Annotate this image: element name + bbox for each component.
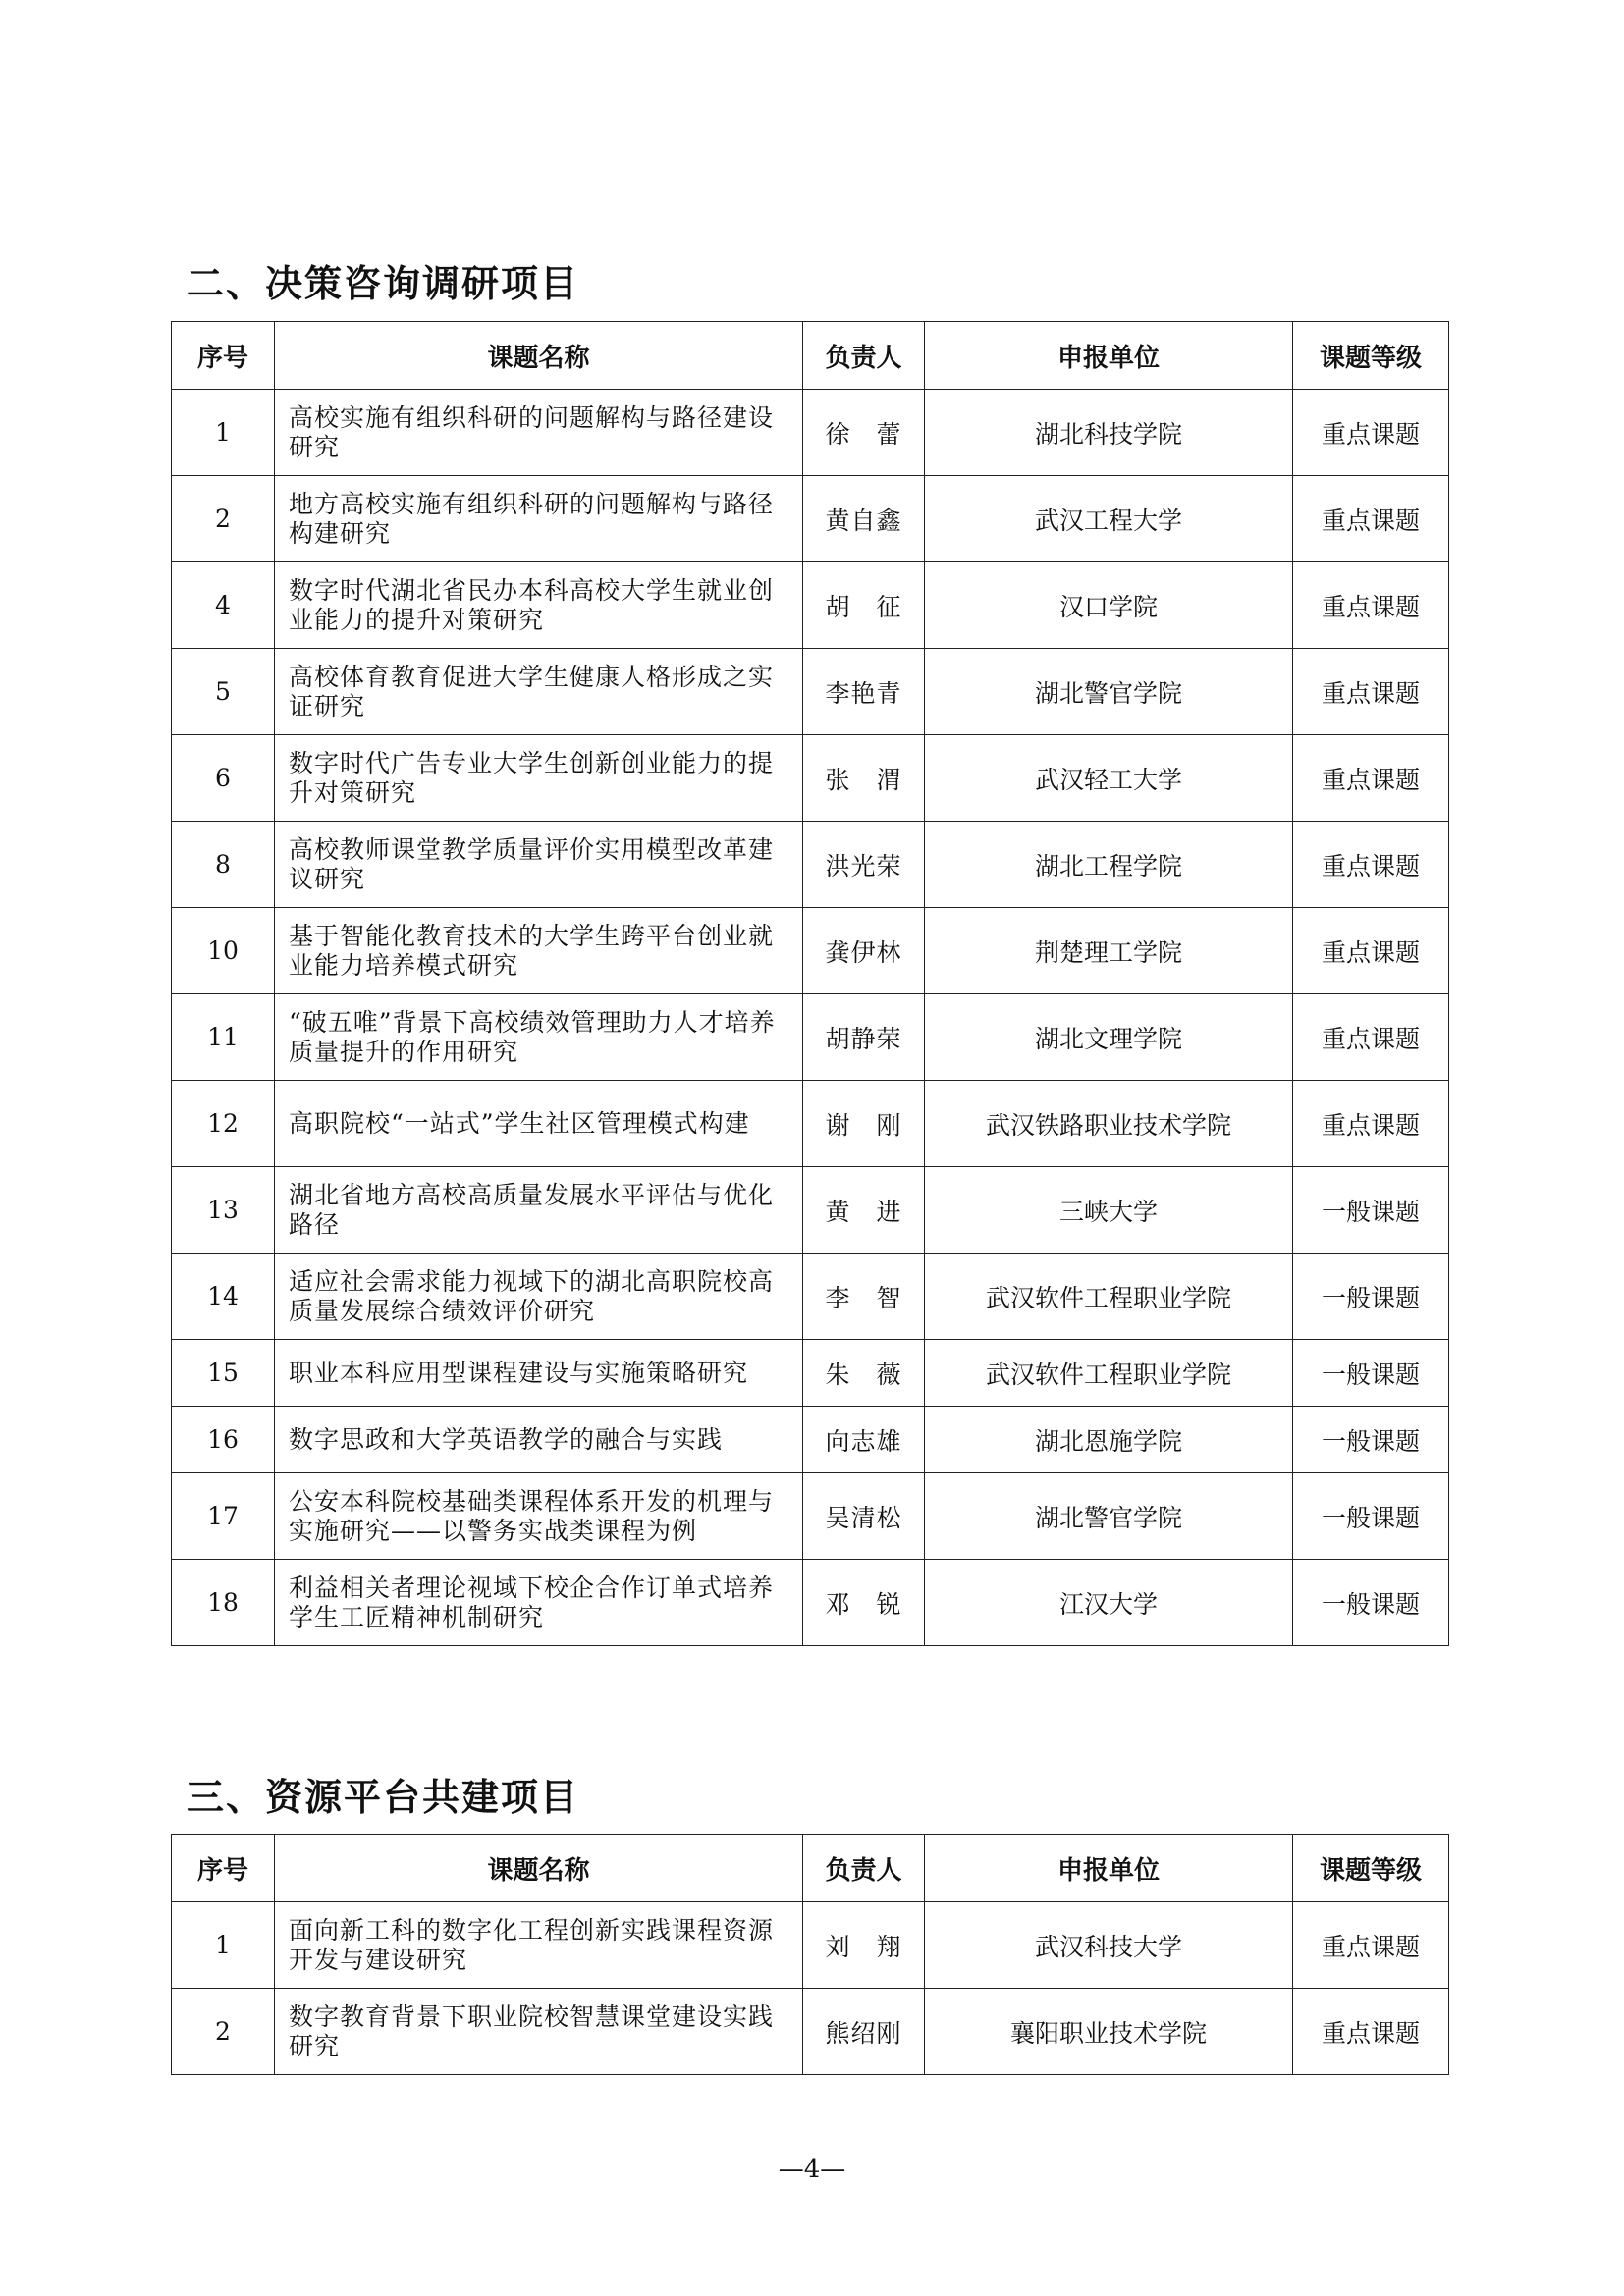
- page-number: —4—: [778, 2155, 846, 2184]
- row-leader: 胡静荣: [803, 994, 925, 1081]
- row-unit: 江汉大学: [925, 1560, 1293, 1646]
- row-leader: 谢 刚: [803, 1081, 925, 1167]
- row-leader: 徐 蕾: [803, 390, 925, 476]
- row-number: 8: [172, 822, 275, 908]
- row-topic-title: 公安本科院校基础类课程体系开发的机理与实施研究——以警务实战类课程为例: [275, 1473, 803, 1560]
- row-number: 2: [172, 476, 275, 562]
- row-topic-title: 数字时代广告专业大学生创新创业能力的提升对策研究: [275, 735, 803, 822]
- table-row: [172, 735, 1449, 822]
- table-row: [172, 1560, 1449, 1646]
- row-topic-title: 基于智能化教育技术的大学生跨平台创业就业能力培养模式研究: [275, 908, 803, 994]
- row-leader: 向志雄: [803, 1407, 925, 1473]
- row-leader: 洪光荣: [803, 822, 925, 908]
- table-row: [172, 1081, 1449, 1167]
- row-topic-title: 高校教师课堂教学质量评价实用模型改革建议研究: [275, 822, 803, 908]
- row-unit: 湖北警官学院: [925, 649, 1293, 735]
- table-row: [172, 994, 1449, 1081]
- header-leader: 负责人: [803, 322, 925, 390]
- resource-platform-table: [171, 1834, 1449, 2075]
- row-number: 5: [172, 649, 275, 735]
- row-level: 一般课题: [1293, 1560, 1449, 1646]
- row-leader: 黄自鑫: [803, 476, 925, 562]
- row-level: 重点课题: [1293, 1902, 1449, 1989]
- table-row: [172, 1989, 1449, 2075]
- row-number: 2: [172, 1989, 275, 2075]
- table-row: [172, 1167, 1449, 1254]
- row-leader: 黄 进: [803, 1167, 925, 1254]
- row-leader: 吴清松: [803, 1473, 925, 1560]
- row-number: 1: [172, 1902, 275, 1989]
- row-unit: 武汉软件工程职业学院: [925, 1340, 1293, 1407]
- table-row: [172, 476, 1449, 562]
- section-title-decision-consulting: 二、决策咨询调研项目: [187, 262, 580, 305]
- row-number: 6: [172, 735, 275, 822]
- row-number: 18: [172, 1560, 275, 1646]
- row-level: 一般课题: [1293, 1407, 1449, 1473]
- row-topic-title: 数字思政和大学英语教学的融合与实践: [275, 1407, 803, 1473]
- row-level: 一般课题: [1293, 1254, 1449, 1340]
- row-number: 17: [172, 1473, 275, 1560]
- row-leader: 龚伊林: [803, 908, 925, 994]
- table-row: [172, 562, 1449, 649]
- header-unit: 申报单位: [925, 322, 1293, 390]
- row-unit: 汉口学院: [925, 562, 1293, 649]
- decision-consulting-rows: [172, 390, 1449, 1646]
- row-leader: 朱 薇: [803, 1340, 925, 1407]
- row-number: 11: [172, 994, 275, 1081]
- header-unit: 申报单位: [925, 1835, 1293, 1902]
- row-unit: 襄阳职业技术学院: [925, 1989, 1293, 2075]
- row-unit: 武汉工程大学: [925, 476, 1293, 562]
- table-row: [172, 1254, 1449, 1340]
- row-level: 重点课题: [1293, 562, 1449, 649]
- row-level: 重点课题: [1293, 735, 1449, 822]
- row-topic-title: 高校实施有组织科研的问题解构与路径建设研究: [275, 390, 803, 476]
- header-level: 课题等级: [1293, 1835, 1449, 1902]
- row-number: 14: [172, 1254, 275, 1340]
- row-level: 重点课题: [1293, 908, 1449, 994]
- row-level: 重点课题: [1293, 822, 1449, 908]
- row-level: 重点课题: [1293, 1989, 1449, 2075]
- row-level: 一般课题: [1293, 1473, 1449, 1560]
- row-unit: 湖北警官学院: [925, 1473, 1293, 1560]
- row-unit: 荆楚理工学院: [925, 908, 1293, 994]
- table-row: [172, 1902, 1449, 1989]
- row-level: 重点课题: [1293, 476, 1449, 562]
- table-header-row: [172, 322, 1449, 390]
- row-unit: 湖北科技学院: [925, 390, 1293, 476]
- row-level: 重点课题: [1293, 1081, 1449, 1167]
- resource-platform-rows: [172, 1902, 1449, 2075]
- table-row: [172, 908, 1449, 994]
- row-leader: 李 智: [803, 1254, 925, 1340]
- header-title: 课题名称: [275, 322, 803, 390]
- table-row: [172, 1473, 1449, 1560]
- row-unit: 武汉轻工大学: [925, 735, 1293, 822]
- row-topic-title: 职业本科应用型课程建设与实施策略研究: [275, 1340, 803, 1407]
- row-topic-title: 高职院校“一站式”学生社区管理模式构建: [275, 1081, 803, 1167]
- row-topic-title: “破五唯”背景下高校绩效管理助力人才培养质量提升的作用研究: [275, 994, 803, 1081]
- header-level: 课题等级: [1293, 322, 1449, 390]
- header-title: 课题名称: [275, 1835, 803, 1902]
- table-header-row: [172, 1835, 1449, 1902]
- row-number: 13: [172, 1167, 275, 1254]
- row-level: 一般课题: [1293, 1167, 1449, 1254]
- table-row: [172, 1340, 1449, 1407]
- row-topic-title: 利益相关者理论视域下校企合作订单式培养学生工匠精神机制研究: [275, 1560, 803, 1646]
- row-unit: 武汉铁路职业技术学院: [925, 1081, 1293, 1167]
- decision-consulting-table: [171, 321, 1449, 1646]
- row-level: 重点课题: [1293, 390, 1449, 476]
- row-topic-title: 数字时代湖北省民办本科高校大学生就业创业能力的提升对策研究: [275, 562, 803, 649]
- row-unit: 武汉科技大学: [925, 1902, 1293, 1989]
- table-row: [172, 390, 1449, 476]
- row-number: 16: [172, 1407, 275, 1473]
- row-level: 一般课题: [1293, 1340, 1449, 1407]
- header-no: 序号: [172, 322, 275, 390]
- row-topic-title: 地方高校实施有组织科研的问题解构与路径构建研究: [275, 476, 803, 562]
- row-topic-title: 适应社会需求能力视域下的湖北高职院校高质量发展综合绩效评价研究: [275, 1254, 803, 1340]
- row-leader: 熊绍刚: [803, 1989, 925, 2075]
- row-leader: 刘 翔: [803, 1902, 925, 1989]
- header-leader: 负责人: [803, 1835, 925, 1902]
- row-level: 重点课题: [1293, 649, 1449, 735]
- row-topic-title: 面向新工科的数字化工程创新实践课程资源开发与建设研究: [275, 1902, 803, 1989]
- row-number: 4: [172, 562, 275, 649]
- table-row: [172, 822, 1449, 908]
- row-number: 12: [172, 1081, 275, 1167]
- row-number: 1: [172, 390, 275, 476]
- row-unit: 湖北恩施学院: [925, 1407, 1293, 1473]
- row-unit: 武汉软件工程职业学院: [925, 1254, 1293, 1340]
- row-topic-title: 数字教育背景下职业院校智慧课堂建设实践研究: [275, 1989, 803, 2075]
- section-title-resource-platform: 三、资源平台共建项目: [187, 1776, 580, 1819]
- row-unit: 三峡大学: [925, 1167, 1293, 1254]
- table-row: [172, 649, 1449, 735]
- row-number: 15: [172, 1340, 275, 1407]
- row-leader: 邓 锐: [803, 1560, 925, 1646]
- row-unit: 湖北工程学院: [925, 822, 1293, 908]
- row-leader: 李艳青: [803, 649, 925, 735]
- row-leader: 胡 征: [803, 562, 925, 649]
- table-row: [172, 1407, 1449, 1473]
- row-unit: 湖北文理学院: [925, 994, 1293, 1081]
- row-topic-title: 高校体育教育促进大学生健康人格形成之实证研究: [275, 649, 803, 735]
- row-number: 10: [172, 908, 275, 994]
- header-no: 序号: [172, 1835, 275, 1902]
- row-leader: 张 渭: [803, 735, 925, 822]
- row-level: 重点课题: [1293, 994, 1449, 1081]
- row-topic-title: 湖北省地方高校高质量发展水平评估与优化路径: [275, 1167, 803, 1254]
